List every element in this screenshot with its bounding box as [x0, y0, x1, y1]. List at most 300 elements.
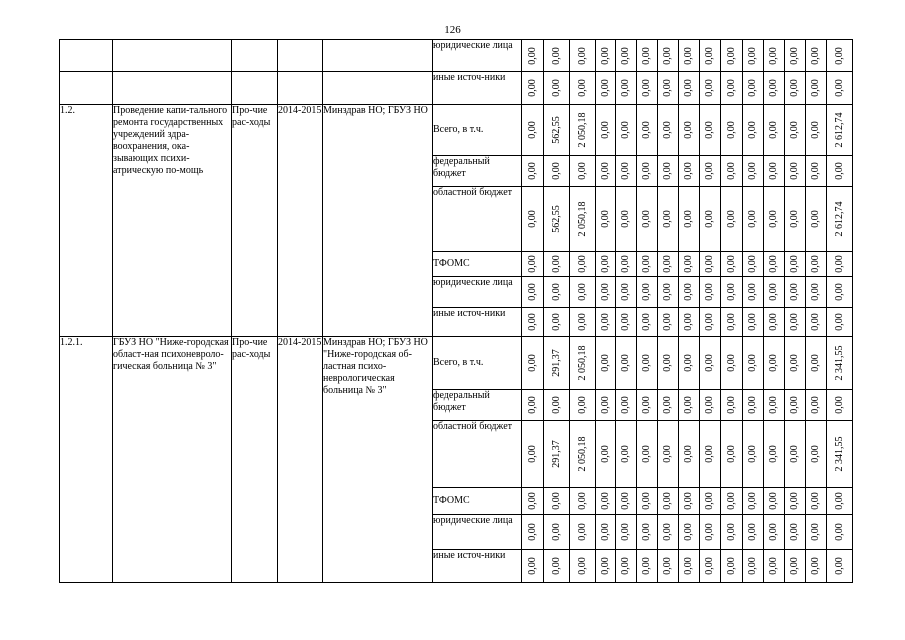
source-label: иные источ-ники [433, 72, 522, 105]
value-text: 0,00 [662, 523, 673, 541]
value-cell [658, 390, 679, 421]
value-cell [827, 72, 853, 105]
value-text: 0,00 [810, 396, 821, 414]
value-text: 0,00 [768, 492, 779, 510]
value-text: 0,00 [576, 396, 588, 414]
value-text: 0,00 [683, 557, 694, 575]
value-cell [522, 156, 544, 187]
value-cell [544, 156, 570, 187]
value-text: 0,00 [683, 283, 694, 301]
value-cell [764, 421, 785, 488]
value-cell [679, 488, 700, 515]
value-cell [637, 252, 658, 277]
value-text: 0,00 [662, 313, 673, 331]
value-text: 0,00 [683, 396, 694, 414]
value-cell [827, 187, 853, 252]
value-cell [700, 390, 721, 421]
value-text: 0,00 [641, 445, 652, 463]
value-cell [700, 72, 721, 105]
value-text: 2 050,18 [576, 436, 588, 472]
value-cell [785, 390, 806, 421]
value-cell [785, 40, 806, 72]
value-text: 0,00 [833, 313, 845, 331]
value-cell [721, 515, 743, 550]
value-text: 0,00 [576, 283, 588, 301]
expense-type-cell [232, 40, 278, 72]
value-cell [743, 277, 764, 308]
value-text: 0,00 [550, 492, 562, 510]
value-text: 2 050,18 [576, 201, 588, 237]
value-text: 291,37 [550, 440, 562, 468]
value-cell [806, 488, 827, 515]
value-text: 0,00 [641, 79, 652, 97]
value-text: 0,00 [768, 557, 779, 575]
value-text: 0,00 [810, 255, 821, 273]
value-text: 0,00 [620, 557, 631, 575]
value-cell [658, 277, 679, 308]
value-cell [764, 488, 785, 515]
value-text: 0,00 [683, 354, 694, 372]
period: 2014-2015 [278, 337, 323, 583]
value-text: 0,00 [576, 46, 588, 65]
value-cell [544, 390, 570, 421]
value-text: 0,00 [620, 396, 631, 414]
name-cell [113, 40, 232, 72]
value-text: 0,00 [683, 46, 694, 65]
value-cell [616, 187, 637, 252]
value-text: 0,00 [747, 396, 758, 414]
value-cell [616, 252, 637, 277]
value-cell [616, 277, 637, 308]
value-cell [806, 72, 827, 105]
value-text: 0,00 [620, 445, 631, 463]
value-text: 0,00 [662, 354, 673, 372]
value-text: 0,00 [725, 79, 737, 97]
value-text: 0,00 [789, 492, 800, 510]
value-text: 0,00 [683, 255, 694, 273]
value-text: 0,00 [683, 445, 694, 463]
value-cell [570, 252, 596, 277]
value-cell [658, 252, 679, 277]
value-cell [700, 515, 721, 550]
value-text: 0,00 [810, 313, 821, 331]
value-text: 0,00 [641, 396, 652, 414]
value-cell [570, 337, 596, 390]
value-cell [616, 40, 637, 72]
value-text: 0,00 [747, 492, 758, 510]
value-text: 0,00 [704, 492, 715, 510]
value-cell [721, 390, 743, 421]
value-cell [596, 515, 616, 550]
source-label: областной бюджет [433, 421, 522, 488]
value-cell [827, 156, 853, 187]
value-text: 0,00 [683, 313, 694, 331]
table-row [60, 40, 853, 72]
value-text: 0,00 [620, 492, 631, 510]
value-text: 0,00 [599, 523, 611, 541]
value-text: 0,00 [833, 162, 845, 180]
value-text: 0,00 [747, 79, 758, 97]
value-cell [679, 421, 700, 488]
value-text: 0,00 [662, 492, 673, 510]
value-cell [679, 40, 700, 72]
value-text: 0,00 [747, 162, 758, 180]
value-text: 0,00 [526, 210, 538, 228]
value-cell [764, 72, 785, 105]
value-cell [570, 390, 596, 421]
value-text: 562,55 [550, 205, 562, 233]
executor-cell [323, 72, 433, 105]
value-cell [522, 550, 544, 583]
value-cell [721, 337, 743, 390]
value-cell [679, 515, 700, 550]
value-cell [743, 40, 764, 72]
value-cell [785, 488, 806, 515]
value-cell [544, 337, 570, 390]
value-cell [637, 390, 658, 421]
value-cell [596, 308, 616, 337]
value-cell [679, 277, 700, 308]
value-cell [700, 550, 721, 583]
value-text: 0,00 [833, 79, 845, 97]
value-cell [637, 105, 658, 156]
value-cell [637, 488, 658, 515]
value-cell [637, 550, 658, 583]
value-cell [700, 105, 721, 156]
value-text: 0,00 [789, 313, 800, 331]
item-name: Проведение капи-тального ремонта государственных учреждений здра-воохранения, ока-зывающих психи-атрическую по-мощь [113, 105, 232, 337]
value-text: 0,00 [810, 162, 821, 180]
value-cell [658, 105, 679, 156]
value-text: 0,00 [704, 283, 715, 301]
value-text: 0,00 [833, 523, 845, 541]
value-cell [658, 308, 679, 337]
value-text: 0,00 [662, 121, 673, 139]
value-text: 0,00 [550, 523, 562, 541]
value-text: 0,00 [620, 354, 631, 372]
value-cell [658, 515, 679, 550]
value-cell [522, 390, 544, 421]
value-text: 0,00 [747, 255, 758, 273]
value-text: 2 050,18 [576, 112, 588, 148]
table-row [60, 72, 853, 105]
value-text: 0,00 [725, 255, 737, 273]
value-cell [806, 550, 827, 583]
source-label: ТФОМС [433, 488, 522, 515]
value-text: 0,00 [789, 162, 800, 180]
value-text: 0,00 [810, 79, 821, 97]
value-cell [596, 390, 616, 421]
value-cell [827, 515, 853, 550]
value-text: 0,00 [683, 79, 694, 97]
value-cell [616, 515, 637, 550]
value-text: 0,00 [810, 210, 821, 228]
value-cell [544, 488, 570, 515]
value-text: 0,00 [526, 523, 538, 541]
value-cell [658, 337, 679, 390]
value-text: 0,00 [683, 523, 694, 541]
value-cell [785, 337, 806, 390]
value-cell [570, 488, 596, 515]
value-cell [764, 40, 785, 72]
value-text: 0,00 [550, 557, 562, 575]
value-text: 0,00 [620, 46, 631, 65]
value-text: 0,00 [789, 255, 800, 273]
value-cell [596, 421, 616, 488]
value-text: 0,00 [599, 46, 611, 65]
value-cell [570, 105, 596, 156]
value-cell [827, 390, 853, 421]
value-text: 0,00 [810, 354, 821, 372]
value-cell [764, 252, 785, 277]
value-text: 0,00 [550, 396, 562, 414]
value-cell [679, 72, 700, 105]
value-cell [544, 105, 570, 156]
value-text: 0,00 [789, 46, 800, 65]
value-cell [544, 515, 570, 550]
value-cell [743, 308, 764, 337]
value-text: 0,00 [747, 283, 758, 301]
value-text: 0,00 [599, 121, 611, 139]
number-cell [60, 72, 113, 105]
value-cell [785, 156, 806, 187]
value-text: 0,00 [704, 557, 715, 575]
value-cell [616, 337, 637, 390]
value-text: 0,00 [526, 354, 538, 372]
value-cell [700, 337, 721, 390]
value-text: 0,00 [526, 162, 538, 180]
value-cell [522, 252, 544, 277]
value-text: 0,00 [768, 283, 779, 301]
value-text: 0,00 [662, 396, 673, 414]
value-cell [700, 277, 721, 308]
value-text: 0,00 [704, 445, 715, 463]
value-cell [700, 421, 721, 488]
value-cell [743, 488, 764, 515]
value-text: 0,00 [620, 255, 631, 273]
value-text: 0,00 [768, 79, 779, 97]
value-text: 0,00 [526, 396, 538, 414]
value-cell [764, 105, 785, 156]
value-text: 0,00 [576, 557, 588, 575]
value-text: 0,00 [599, 313, 611, 331]
value-text: 0,00 [725, 523, 737, 541]
value-cell [570, 515, 596, 550]
value-cell [522, 421, 544, 488]
value-cell [806, 421, 827, 488]
value-cell [743, 421, 764, 488]
value-cell [570, 308, 596, 337]
value-text: 0,00 [725, 121, 737, 139]
number-cell [60, 40, 113, 72]
value-cell [570, 421, 596, 488]
value-cell [743, 515, 764, 550]
expense-type: Про-чие рас-ходы [232, 105, 278, 337]
value-text: 0,00 [599, 79, 611, 97]
value-text: 0,00 [662, 255, 673, 273]
source-label: ТФОМС [433, 252, 522, 277]
value-text: 0,00 [704, 210, 715, 228]
value-text: 0,00 [550, 46, 562, 65]
source-label: областной бюджет [433, 187, 522, 252]
value-text: 0,00 [789, 283, 800, 301]
value-cell [700, 488, 721, 515]
value-cell [679, 337, 700, 390]
value-text: 0,00 [641, 557, 652, 575]
value-cell [596, 337, 616, 390]
value-cell [764, 550, 785, 583]
value-cell [743, 156, 764, 187]
value-text: 0,00 [620, 283, 631, 301]
value-cell [596, 252, 616, 277]
value-cell [743, 550, 764, 583]
value-cell [616, 390, 637, 421]
value-text: 0,00 [833, 255, 845, 273]
value-text: 0,00 [704, 162, 715, 180]
value-text: 0,00 [620, 523, 631, 541]
value-text: 2 341,55 [833, 345, 845, 381]
value-text: 0,00 [789, 354, 800, 372]
table-row [60, 337, 853, 390]
value-cell [570, 550, 596, 583]
value-text: 0,00 [641, 121, 652, 139]
page-number: 126 [444, 24, 461, 36]
value-text: 0,00 [550, 283, 562, 301]
value-cell [743, 187, 764, 252]
value-text: 2 050,18 [576, 345, 588, 381]
value-text: 0,00 [599, 557, 611, 575]
value-text: 0,00 [768, 523, 779, 541]
value-text: 0,00 [810, 523, 821, 541]
value-text: 0,00 [725, 492, 737, 510]
value-text: 0,00 [704, 46, 715, 65]
value-text: 0,00 [833, 492, 845, 510]
value-cell [806, 252, 827, 277]
value-text: 0,00 [526, 445, 538, 463]
value-text: 0,00 [810, 557, 821, 575]
name-cell [113, 72, 232, 105]
value-cell [764, 156, 785, 187]
value-text: 0,00 [526, 79, 538, 97]
budget-table [59, 39, 853, 583]
value-text: 0,00 [550, 162, 562, 180]
value-text: 0,00 [641, 255, 652, 273]
value-text: 0,00 [704, 354, 715, 372]
value-cell [785, 105, 806, 156]
value-cell [596, 40, 616, 72]
value-cell [679, 308, 700, 337]
value-text: 0,00 [768, 313, 779, 331]
value-cell [522, 105, 544, 156]
value-text: 0,00 [725, 354, 737, 372]
value-text: 0,00 [599, 255, 611, 273]
value-text: 0,00 [833, 557, 845, 575]
value-cell [806, 156, 827, 187]
value-cell [700, 187, 721, 252]
value-cell [570, 72, 596, 105]
value-text: 0,00 [599, 396, 611, 414]
source-label: Всего, в т.ч. [433, 105, 522, 156]
value-cell [570, 187, 596, 252]
value-text: 0,00 [725, 210, 737, 228]
value-cell [785, 187, 806, 252]
value-text: 0,00 [526, 121, 538, 139]
value-cell [658, 72, 679, 105]
value-cell [721, 156, 743, 187]
value-cell [743, 105, 764, 156]
value-cell [637, 337, 658, 390]
value-text: 0,00 [833, 396, 845, 414]
value-cell [544, 40, 570, 72]
value-cell [743, 337, 764, 390]
value-cell [679, 550, 700, 583]
value-text: 0,00 [526, 283, 538, 301]
value-cell [721, 40, 743, 72]
value-text: 0,00 [662, 79, 673, 97]
value-text: 0,00 [747, 523, 758, 541]
value-cell [785, 515, 806, 550]
value-text: 0,00 [620, 121, 631, 139]
period-cell [278, 40, 323, 72]
value-text: 0,00 [662, 162, 673, 180]
period-cell [278, 72, 323, 105]
value-text: 0,00 [599, 283, 611, 301]
value-text: 0,00 [704, 121, 715, 139]
value-cell [679, 105, 700, 156]
value-cell [658, 40, 679, 72]
expense-type: Про-чие рас-ходы [232, 337, 278, 583]
value-text: 0,00 [683, 210, 694, 228]
value-text: 0,00 [768, 255, 779, 273]
value-text: 0,00 [768, 445, 779, 463]
value-cell [544, 252, 570, 277]
source-label: федеральный бюджет [433, 390, 522, 421]
value-text: 0,00 [641, 523, 652, 541]
value-cell [544, 72, 570, 105]
value-cell [616, 156, 637, 187]
value-text: 0,00 [789, 79, 800, 97]
value-text: 0,00 [747, 445, 758, 463]
value-cell [616, 421, 637, 488]
value-cell [827, 308, 853, 337]
value-cell [785, 550, 806, 583]
value-text: 0,00 [641, 162, 652, 180]
value-cell [700, 308, 721, 337]
value-text: 0,00 [599, 354, 611, 372]
source-label: федеральный бюджет [433, 156, 522, 187]
value-text: 0,00 [789, 121, 800, 139]
value-cell [522, 337, 544, 390]
value-cell [596, 277, 616, 308]
value-text: 0,00 [810, 121, 821, 139]
value-text: 0,00 [683, 492, 694, 510]
value-text: 0,00 [725, 445, 737, 463]
value-cell [721, 105, 743, 156]
value-cell [544, 550, 570, 583]
value-cell [616, 105, 637, 156]
value-text: 0,00 [768, 396, 779, 414]
value-text: 0,00 [599, 210, 611, 228]
value-cell [596, 156, 616, 187]
value-cell [806, 105, 827, 156]
value-text: 0,00 [704, 313, 715, 331]
value-text: 0,00 [641, 46, 652, 65]
value-cell [743, 252, 764, 277]
value-text: 0,00 [810, 492, 821, 510]
value-cell [658, 421, 679, 488]
value-cell [827, 277, 853, 308]
value-cell [785, 308, 806, 337]
